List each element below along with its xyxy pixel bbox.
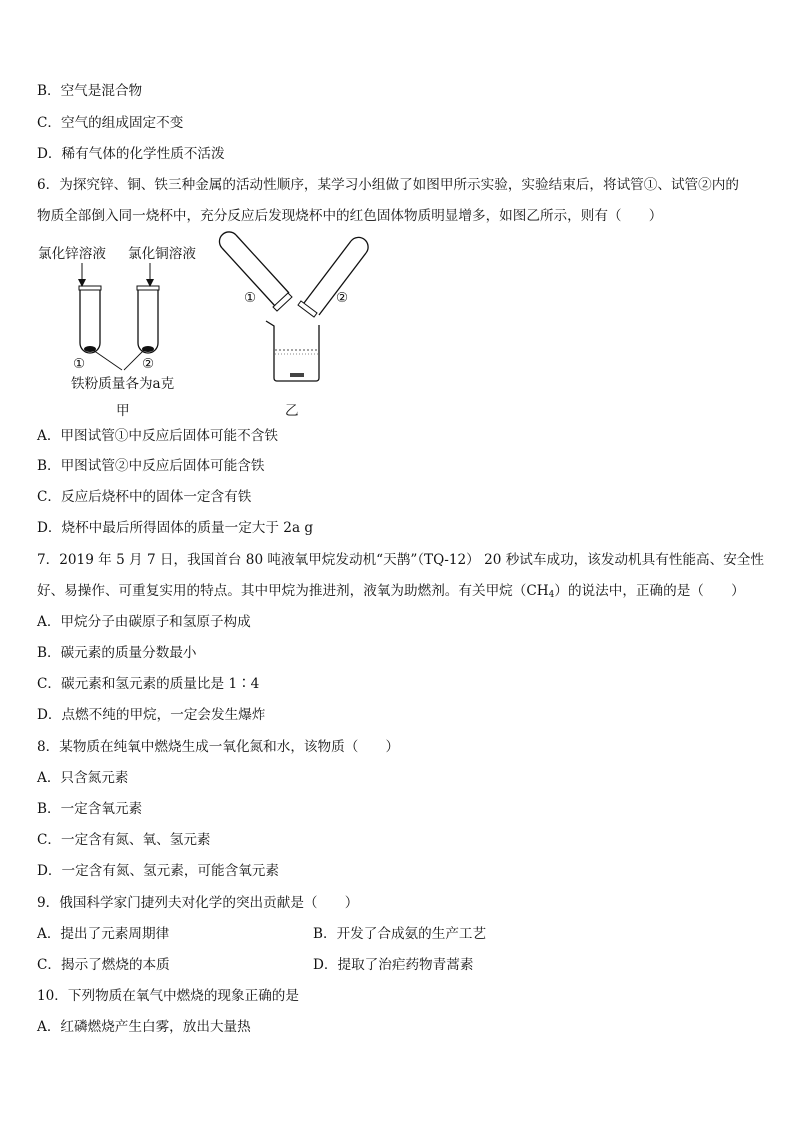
q9-option-b: B．开发了合成氨的生产工艺	[313, 926, 487, 942]
methane-subscript: 4	[548, 590, 555, 600]
test-tube-1	[79, 286, 101, 353]
copper-chloride-label: 氯化铜溶液	[128, 246, 196, 262]
q8-option-d: D．一定含有氮、氢元素，可能含氧元素	[37, 863, 279, 879]
q7-stem-line2: 好、易操作、可重复实用的特点。其中甲烷为推进剂，液氧为助燃剂。有关甲烷$(CH_4)$的说法中，正确的是（ ）	[37, 583, 745, 600]
iron-mass-label: 铁粉质量各为a克	[71, 376, 175, 392]
test-tube-2	[137, 286, 159, 353]
beaker	[266, 321, 319, 381]
q10-option-a: A．红磷燃烧产生白雾，放出大量热	[37, 1019, 251, 1035]
figure-caption-jia: 甲	[116, 403, 130, 419]
zinc-chloride-label: 氯化锌溶液	[38, 246, 106, 262]
tube-2-number: ②	[142, 356, 155, 372]
q8-option-b: B．一定含氧元素	[37, 801, 143, 817]
tube-1-number: ①	[73, 356, 86, 372]
q10-stem: 10．下列物质在氧气中燃烧的现象正确的是	[37, 988, 299, 1004]
q9-option-c: C．揭示了燃烧的本质	[37, 957, 170, 973]
q6-option-d: D．烧杯中最后所得固体的质量一定大于 2a g	[37, 520, 314, 536]
q6-option-b: B．甲图试管②中反应后固体可能含铁	[37, 458, 265, 474]
q7-option-a: A．甲烷分子由碳原子和氢原子构成	[37, 614, 251, 630]
pouring-tube-2	[298, 237, 368, 317]
prev-option-c: C．空气的组成固定不变	[37, 115, 184, 131]
prev-option-b: B．空气是混合物	[37, 83, 143, 99]
prev-option-d: D．稀有气体的化学性质不活泼	[37, 146, 225, 162]
q8-option-c: C．一定含有氮、氧、氢元素	[37, 832, 211, 848]
q8-stem: 8．某物质在纯氧中燃烧生成一氧化氮和水，该物质（ ）	[37, 739, 400, 755]
q7-option-b: B．碳元素的质量分数最小	[37, 645, 197, 661]
q6-stem-line1: 6．为探究锌、铜、铁三种金属的活动性顺序，某学习小组做了如图甲所示实验，实验结束后，将试管①、试管②内的	[37, 177, 739, 193]
q6-stem-line2: 物质全部倒入同一烧杯中，充分反应后发现烧杯中的红色固体物质明显增多，如图乙所示，则有（ ）	[37, 208, 663, 224]
pour-label-tube-1: ①	[244, 290, 257, 306]
q6-option-c: C．反应后烧杯中的固体一定含有铁	[37, 489, 252, 505]
q7-option-d: D．点燃不纯的甲烷，一定会发生爆炸	[37, 707, 266, 723]
q9-stem: 9．俄国科学家门捷列夫对化学的突出贡献是（ ）	[37, 895, 359, 911]
q6-option-a: A．甲图试管①中反应后固体可能不含铁	[37, 428, 278, 444]
figure-caption-yi: 乙	[285, 403, 299, 419]
q7-stem-line1: 7．2019 年 5 月 7 日，我国首台 80 吨液氧甲烷发动机“天鹊”（TQ‑12） 20 秒试车成功，该发动机具有性能高、安全性	[37, 552, 764, 568]
q9-option-a: A．提出了元素周期律	[37, 926, 170, 942]
q7-option-c: C．碳元素和氢元素的质量比是 1∶4	[37, 676, 260, 692]
q9-option-d: D．提取了治疟药物青蒿素	[313, 957, 474, 973]
pour-label-tube-2: ②	[336, 290, 349, 306]
q8-option-a: A．只含氮元素	[37, 770, 129, 786]
